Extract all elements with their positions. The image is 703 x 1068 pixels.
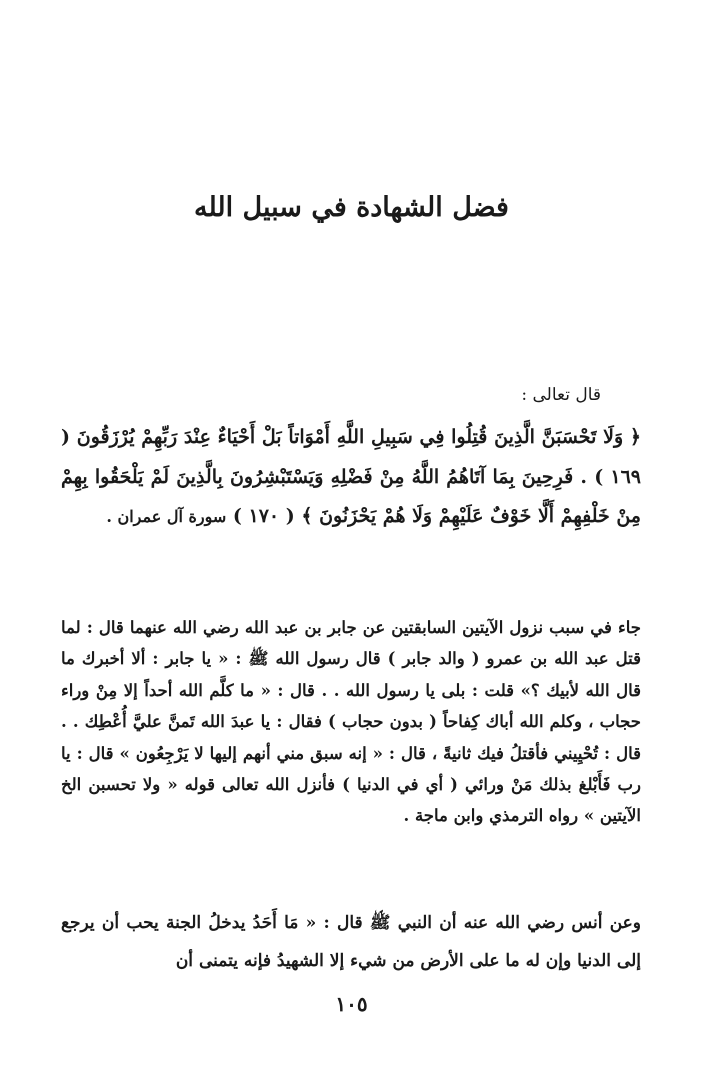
verse-text: ﴿ وَلَا تَحْسَبَنَّ الَّذِينَ قُتِلُوا فِي سَبِيلِ اللَّهِ أَمْوَاتاً بَلْ أَحْيَاءٌ عِنْدَ رَبِّهِمْ يُرْزَقُونَ ( ١٦٩ ) . فَرِحِينَ بِمَا آتَاهُمُ اللَّهُ مِنْ فَضْلِهِ وَيَسْتَبْشِرُونَ بِالَّذِينَ لَمْ يَلْحَقُوا بِهِمْ مِنْ خَلْفِهِمْ أَلَّا خَوْفٌ عَلَيْهِمْ وَلَا هُمْ يَحْزَنُونَ ﴾ ( ١٧٠ ): [61, 426, 641, 527]
verse-intro: قال تعالى :: [521, 385, 601, 405]
verse-reference: سورة آل عمران .: [106, 507, 227, 526]
hadith-paragraph-anas: وعن أنس رضي الله عنه أن النبي ﷺ قال : « مَا أَحَدُ يدخلُ الجنة يحب أن يرجع إلى الدنيا وإن له ما على الأرض من شيء إلا الشهيدُ فإنه يتمنى أن: [61, 913, 641, 971]
hadith-paragraph-jabir: جاء في سبب نزول الآيتين السابقتين عن جابر بن عبد الله رضي الله عنهما قال : لما قتل عبد الله بن عمرو ( والد جابر ) قال رسول الله ﷺ : « يا جابر : ألا أخبرك ما قال الله لأبيك ؟» قلت : بلى يا رسول الله . . قال : « ما كلَّم الله أحداً إلا مِنْ وراء حجاب ، وكلم الله أباك كِفاحاً ( بدون حجاب ) فقال : يا عبدَ الله تَمنَّ عليَّ أُعْطِك . . قال : تُحْيِيني فأقتلُ فيك ثانيةً ، قال : « إنه سبق مني أنهم إليها لا يَرْجِعُون » قال : يا رب فَأَبْلغ بذلك مَنْ ورائي ( أي في الدنيا ) فأنزل الله تعالى قوله « ولا تحسبن الخ الآيتين » رواه الترمذي وابن ماجة .: [61, 618, 641, 826]
quran-verse: [61, 418, 641, 537]
page-title: فضل الشهادة في سبيل الله: [194, 192, 509, 223]
page-number: ١٠٥: [335, 992, 368, 1016]
